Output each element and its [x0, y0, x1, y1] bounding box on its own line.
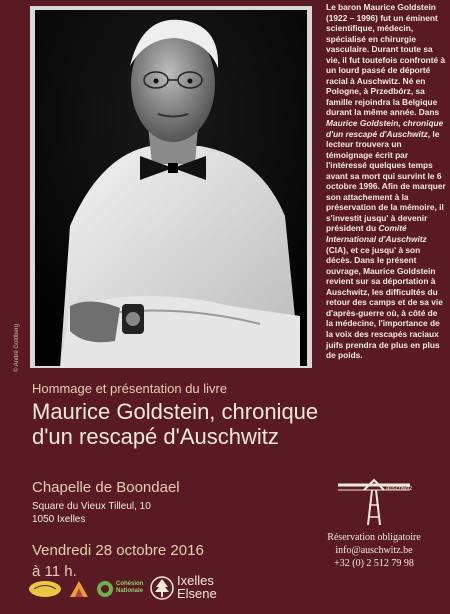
committee-name-italic: Comité International d'Auschwitz [326, 223, 427, 245]
ixelles-tree-icon [150, 575, 174, 601]
reservation-label: Réservation obligatoire [327, 532, 421, 543]
event-title: Maurice Goldstein, chronique d'un rescapé d'Auschwitz [32, 399, 319, 449]
ixelles-logo-text: Ixelles Elsene [177, 573, 217, 601]
photo-credit: © André Goldberg [14, 323, 20, 372]
cohesion-nationale-text: Cohésion Nationale [116, 581, 144, 594]
reservation-info [316, 531, 432, 570]
cohesion-nationale-icon [96, 580, 114, 598]
auschwitz-logo [336, 477, 412, 527]
event-date: Vendredi 28 octobre 2016 à 11 h. [32, 542, 204, 580]
portrait-photo [30, 6, 312, 368]
sponsor-logo-2-emblem [68, 579, 90, 599]
biography-text: Le baron Maurice Goldstein (1922 – 1996) fut un éminent scientifique, médecin, spécialisé en chirurgie vasculaire. Durant toute sa vie, il fut toutefois confronté à un lourd passé de déporté racial à Auschwitz. Né en Pologne, à Przedbórz, sa famille rejoindra la Belgique durant la même année. Dans Maurice Goldstein, chronique d'un rescapé d'Auschwitz, le lecteur trouvera un témoignage écrit par l'intéressé quelques temps avant sa mort qui survint le 6 octobre 1996. Afin de marquer son attachement à la préservation de la mémoire, il s'investit jusqu' à devenir président du Comité International d'Auschwitz (CIA), et ce jusqu' à son décès. Dans le présent ouvrage, Maurice Goldstein revient sur sa déportation à Auschwitz, les difficultés du retour des camps et de sa vie d'après-guerre où, à côté de la médecine, l'importance de la voix des rescapés raciaux juifs prendra de plus en plus de poids. [326, 2, 446, 361]
venue-address: Square du Vieux Tilleul, 10 1050 Ixelles [32, 501, 151, 525]
venue-name: Chapelle de Boondael [32, 479, 180, 496]
sponsor-logo-1 [28, 580, 62, 598]
auschwitz-logo-text: auschwitz [386, 486, 412, 492]
reservation-email[interactable]: info@auschwitz.be [335, 545, 413, 556]
reservation-phone: +32 (0) 2 512 79 98 [334, 558, 414, 569]
book-title-italic: Maurice Goldstein, chronique d'un rescapé d'Auschwitz [326, 118, 444, 139]
portrait-image [30, 6, 312, 368]
event-kicker: Hommage et présentation du livre [32, 381, 228, 396]
